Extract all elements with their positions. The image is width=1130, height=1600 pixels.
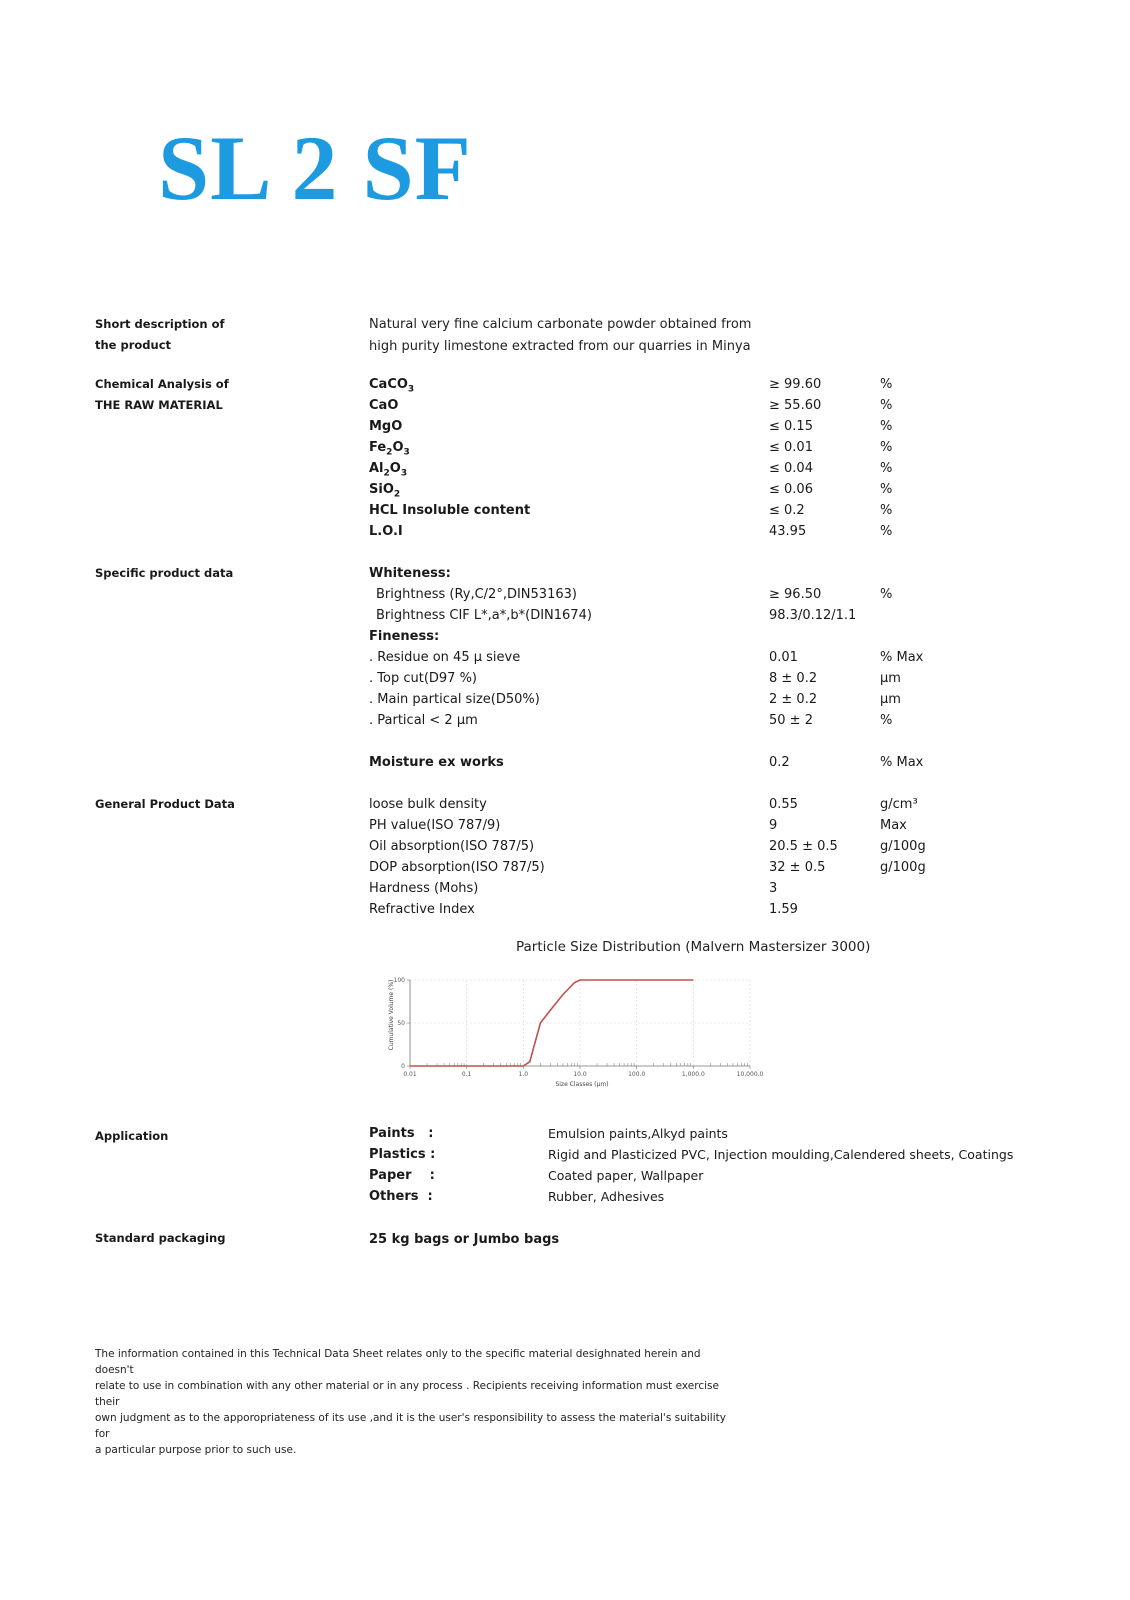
y-axis-label: Cumulative Volume (%)	[388, 979, 395, 1051]
x-axis-label: Size Classes (µm)	[555, 1081, 609, 1088]
chart-title: Particle Size Distribution (Malvern Mastersizer 3000)	[516, 939, 871, 955]
chemical-value: ≤ 0.06	[769, 482, 813, 497]
property-unit: g/cm³	[880, 797, 918, 812]
property-value: 0.2	[769, 755, 790, 770]
chemical-unit: %	[880, 503, 893, 518]
standard-packaging-label: Standard packaging	[95, 1231, 226, 1245]
chemical-value: ≤ 0.2	[769, 503, 805, 518]
property-unit: g/100g	[880, 860, 926, 875]
label-line: Chemical Analysis of	[95, 377, 229, 391]
formula-part: SiO	[369, 482, 394, 497]
property-name: Brightness (Ry,C/2°,DIN53163)	[376, 587, 577, 602]
application-uses: Rubber, Adhesives	[548, 1189, 665, 1204]
chemical-value: ≥ 55.60	[769, 398, 822, 413]
x-tick-label: 100.0	[628, 1071, 646, 1078]
application-uses: Coated paper, Wallpaper	[548, 1168, 704, 1183]
chemical-unit: %	[880, 482, 893, 497]
label-line: the product	[95, 338, 172, 352]
application-category: Others :	[369, 1189, 433, 1204]
application-category: Paints :	[369, 1126, 434, 1141]
general-product-data-label: General Product Data	[95, 797, 235, 811]
property-unit: Max	[880, 818, 907, 833]
chemical-unit: %	[880, 440, 893, 455]
formula-part: CaO	[369, 398, 399, 413]
product-description	[369, 314, 751, 358]
formula-part: O	[389, 461, 401, 476]
disclaimer-line: relate to use in combination with any other material or in any process . Recipients receiving information must exercise their	[95, 1380, 719, 1408]
packaging-value: 25 kg bags or Jumbo bags	[369, 1232, 560, 1247]
disclaimer-line: a particular purpose prior to such use.	[95, 1444, 297, 1456]
formula-subscript: 2	[386, 447, 393, 458]
x-tick-label: 0.1	[461, 1071, 472, 1078]
x-tick-label: 10,000.0	[736, 1071, 764, 1078]
description-line: Natural very fine calcium carbonate powder obtained from	[369, 317, 752, 332]
chemical-name	[369, 437, 410, 458]
formula-part: MgO	[369, 419, 403, 434]
property-name: Moisture ex works	[369, 755, 504, 770]
formula-part: Al	[369, 461, 384, 476]
disclaimer-line: The information contained in this Technical Data Sheet relates only to the specific material desighnated herein and doesn't	[95, 1348, 701, 1376]
product-title: SL 2 SF	[158, 117, 472, 219]
property-name: Refractive Index	[369, 902, 475, 917]
y-tick-label: 50	[397, 1020, 405, 1027]
chemical-name	[369, 479, 400, 500]
chemical-name	[369, 374, 414, 395]
property-unit: %	[880, 587, 893, 602]
property-name: Whiteness:	[369, 566, 451, 581]
property-value: 98.3/0.12/1.1	[769, 608, 857, 623]
formula-part: O	[392, 440, 404, 455]
application-category: Plastics :	[369, 1147, 436, 1162]
property-unit: µm	[880, 692, 901, 707]
chemical-unit: %	[880, 377, 893, 392]
chemical-value: ≤ 0.15	[769, 419, 813, 434]
chemical-name	[369, 521, 403, 542]
chemical-name	[369, 500, 530, 521]
formula-subscript: 3	[400, 468, 408, 479]
application-uses: Rigid and Plasticized PVC, Injection moulding,Calendered sheets, Coatings	[548, 1147, 1014, 1162]
property-name: loose bulk density	[369, 797, 487, 812]
y-tick-label: 100	[393, 977, 405, 984]
property-value: 20.5 ± 0.5	[769, 839, 838, 854]
chemical-analysis-label	[95, 374, 325, 416]
chemical-value: ≥ 99.60	[769, 377, 822, 392]
property-value: 32 ± 0.5	[769, 860, 826, 875]
specific-product-data-label: Specific product data	[95, 566, 234, 580]
chemical-unit: %	[880, 419, 893, 434]
x-tick-label: 1,000.0	[681, 1071, 705, 1078]
formula-part: HCL Insoluble content	[369, 503, 531, 518]
formula-part: CaCO	[369, 377, 408, 392]
property-name: . Residue on 45 µ sieve	[369, 650, 521, 665]
application-category: Paper :	[369, 1168, 435, 1183]
property-name: . Main partical size(D50%)	[369, 692, 540, 707]
chemical-unit: %	[880, 461, 893, 476]
property-value: ≥ 96.50	[769, 587, 822, 602]
property-name: Hardness (Mohs)	[369, 881, 479, 896]
property-name: DOP absorption(ISO 787/5)	[369, 860, 545, 875]
property-unit: % Max	[880, 755, 924, 770]
chemical-name	[369, 416, 402, 437]
chemical-value: 43.95	[769, 524, 807, 539]
chemical-unit: %	[880, 524, 893, 539]
description-line: high purity limestone extracted from our quarries in Minya	[369, 339, 751, 354]
property-value: 3	[769, 881, 778, 896]
chemical-unit: %	[880, 398, 893, 413]
x-tick-label: 0.01	[403, 1071, 417, 1078]
application-uses: Emulsion paints,Alkyd paints	[548, 1126, 728, 1141]
property-name: PH value(ISO 787/9)	[369, 818, 501, 833]
property-name: Fineness:	[369, 629, 440, 644]
chemical-name	[369, 395, 398, 416]
chemical-value: ≤ 0.01	[769, 440, 813, 455]
property-value: 0.01	[769, 650, 798, 665]
formula-part: L.O.I	[369, 524, 403, 539]
label-line: Short description of	[95, 317, 225, 331]
formula-part: Fe	[369, 440, 387, 455]
disclaimer	[95, 1346, 735, 1458]
label-line: THE RAW MATERIAL	[95, 398, 223, 412]
formula-subscript: 2	[393, 489, 401, 500]
property-unit: % Max	[880, 650, 924, 665]
property-unit: %	[880, 713, 893, 728]
formula-subscript: 2	[383, 468, 390, 479]
x-tick-label: 1.0	[518, 1071, 529, 1078]
chemical-value: ≤ 0.04	[769, 461, 813, 476]
property-name: . Partical < 2 µm	[369, 713, 478, 728]
formula-subscript: 3	[403, 447, 410, 458]
application-label: Application	[95, 1129, 169, 1143]
property-name: Brightness CIF L*,a*,b*(DIN1674)	[376, 608, 592, 623]
disclaimer-line: own judgment as to the apporopriateness of its use ,and it is the user's responsibility to assess the material's suitability for	[95, 1412, 726, 1440]
short-description-label	[95, 314, 325, 356]
property-value: 8 ± 0.2	[769, 671, 818, 686]
formula-subscript: 3	[407, 384, 415, 395]
property-value: 50 ± 2	[769, 713, 813, 728]
property-value: 0.55	[769, 797, 798, 812]
property-value: 1.59	[769, 902, 798, 917]
property-unit: g/100g	[880, 839, 926, 854]
property-value: 2 ± 0.2	[769, 692, 818, 707]
y-tick-label: 0	[401, 1063, 405, 1070]
property-value: 9	[769, 818, 778, 833]
chemical-name	[369, 458, 407, 479]
particle-size-chart	[380, 958, 800, 1090]
property-unit: µm	[880, 671, 901, 686]
x-tick-label: 10.0	[573, 1071, 587, 1078]
property-name: Oil absorption(ISO 787/5)	[369, 839, 535, 854]
property-name: . Top cut(D97 %)	[369, 671, 477, 686]
